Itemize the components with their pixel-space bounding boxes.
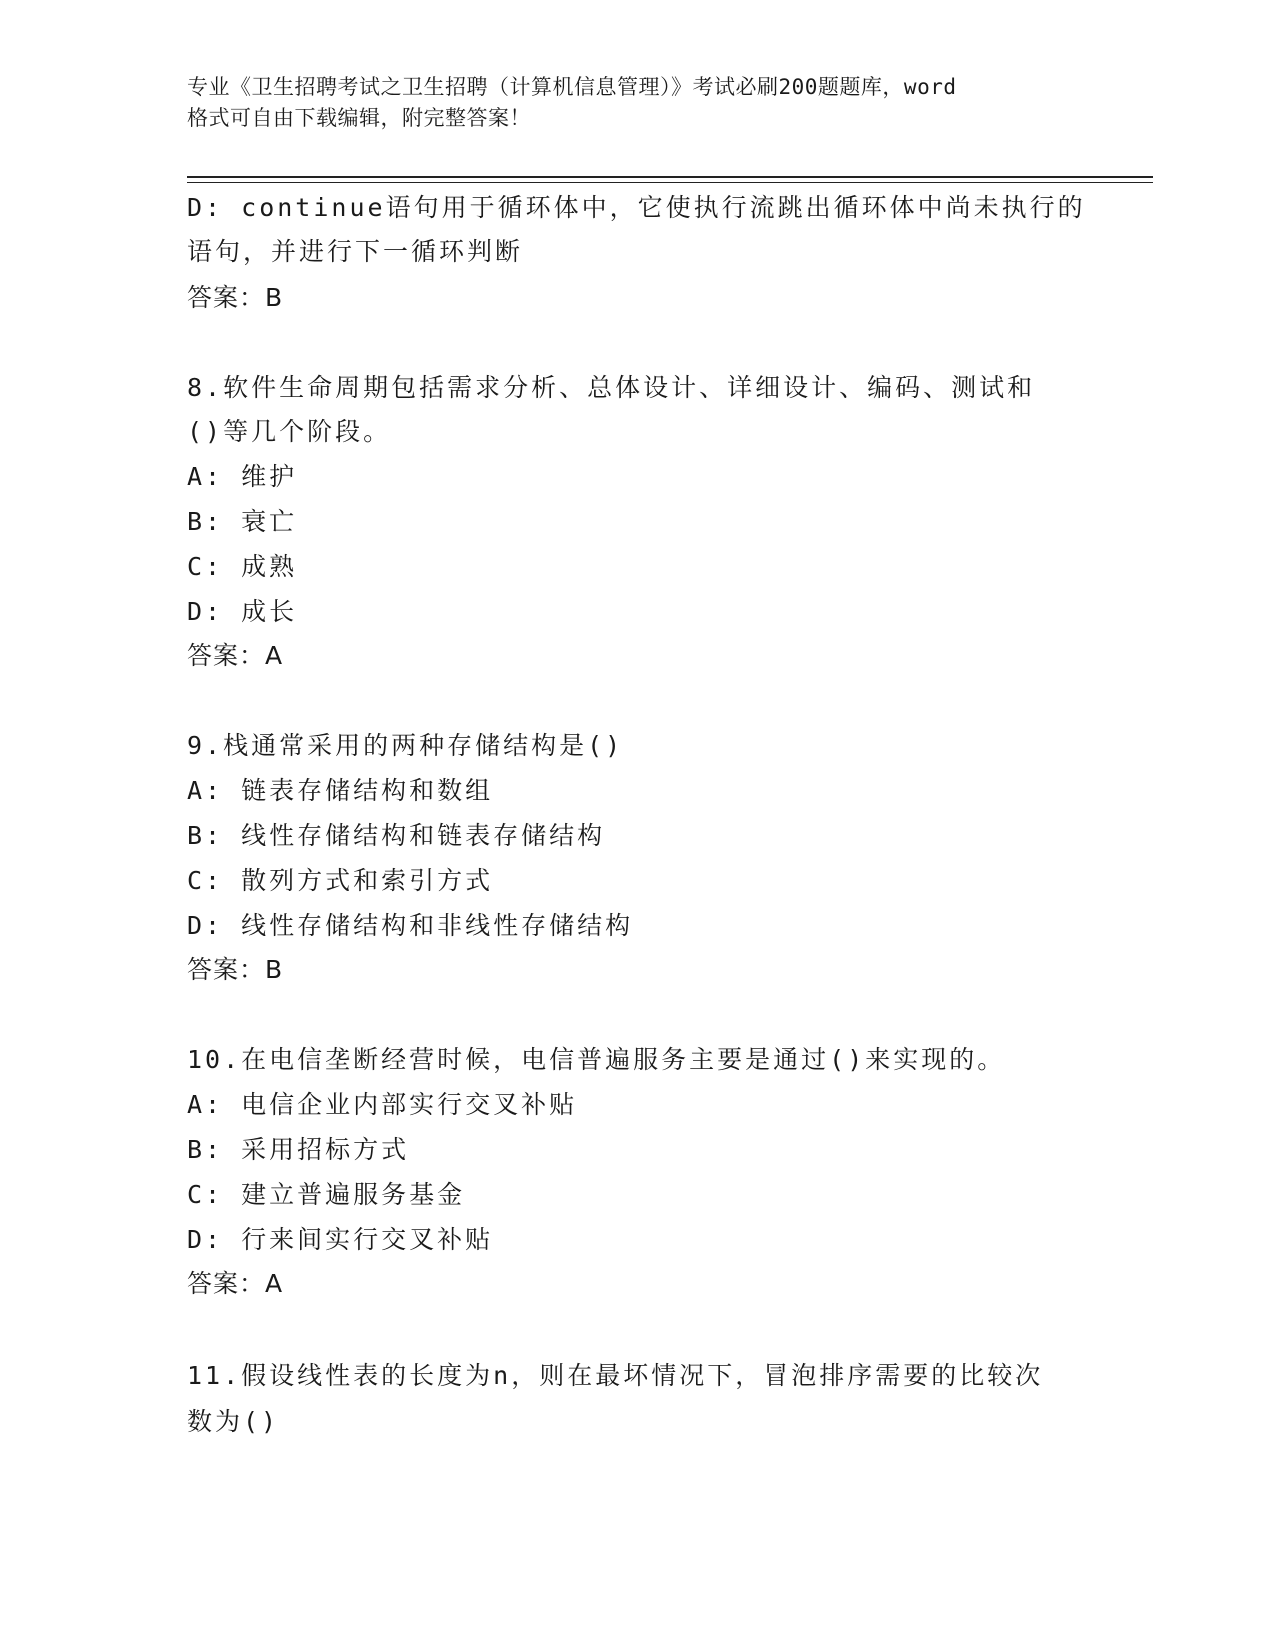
q9-option-a: A: 链表存储结构和数组 [187,776,494,805]
document-header [187,72,1087,134]
q8-option-a: A: 维护 [187,462,298,491]
header-divider-thick [187,176,1153,178]
prev-option-d-line-2: 语句，并进行下一循环判断 [187,237,524,266]
q11-stem-line-1: 11.假设线性表的长度为n，则在最坏情况下，冒泡排序需要的比较次 [187,1361,1044,1390]
q10-stem-line-1: 10.在电信垄断经营时候，电信普遍服务主要是通过()来实现的。 [187,1045,1006,1074]
prev-option-d-line-1: D: continue语句用于循环体中，它使执行流跳出循环体中尚未执行的 [187,193,1086,222]
q10-option-a: A: 电信企业内部实行交叉补贴 [187,1090,578,1119]
q8-stem-line-1: 8.软件生命周期包括需求分析、总体设计、详细设计、编码、测试和 [187,373,1036,402]
header-line-1: 专业《卫生招聘考试之卫生招聘（计算机信息管理）》考试必刷200题题库，word [187,75,957,99]
q10-option-d: D: 行来间实行交叉补贴 [187,1225,494,1254]
q8-option-b: B: 衰亡 [187,507,298,536]
q8-option-c: C: 成熟 [187,552,298,581]
q8-answer: 答案：A [187,641,284,670]
q10-option-b: B: 采用招标方式 [187,1135,410,1164]
q11-stem-line-2: 数为() [187,1407,280,1436]
q10-option-c: C: 建立普遍服务基金 [187,1180,466,1209]
q9-answer: 答案：B [187,955,284,984]
q9-option-c: C: 散列方式和索引方式 [187,866,494,895]
q9-stem-line-1: 9.栈通常采用的两种存储结构是() [187,731,624,760]
header-line-2: 格式可自由下载编辑，附完整答案！ [187,106,531,130]
header-divider-thin [187,182,1153,183]
q8-stem-line-2: ()等几个阶段。 [187,417,392,446]
q9-option-d: D: 线性存储结构和非线性存储结构 [187,911,634,940]
prev-answer: 答案：B [187,283,284,312]
q8-option-d: D: 成长 [187,597,298,626]
q9-option-b: B: 线性存储结构和链表存储结构 [187,821,606,850]
q10-answer: 答案：A [187,1269,284,1298]
